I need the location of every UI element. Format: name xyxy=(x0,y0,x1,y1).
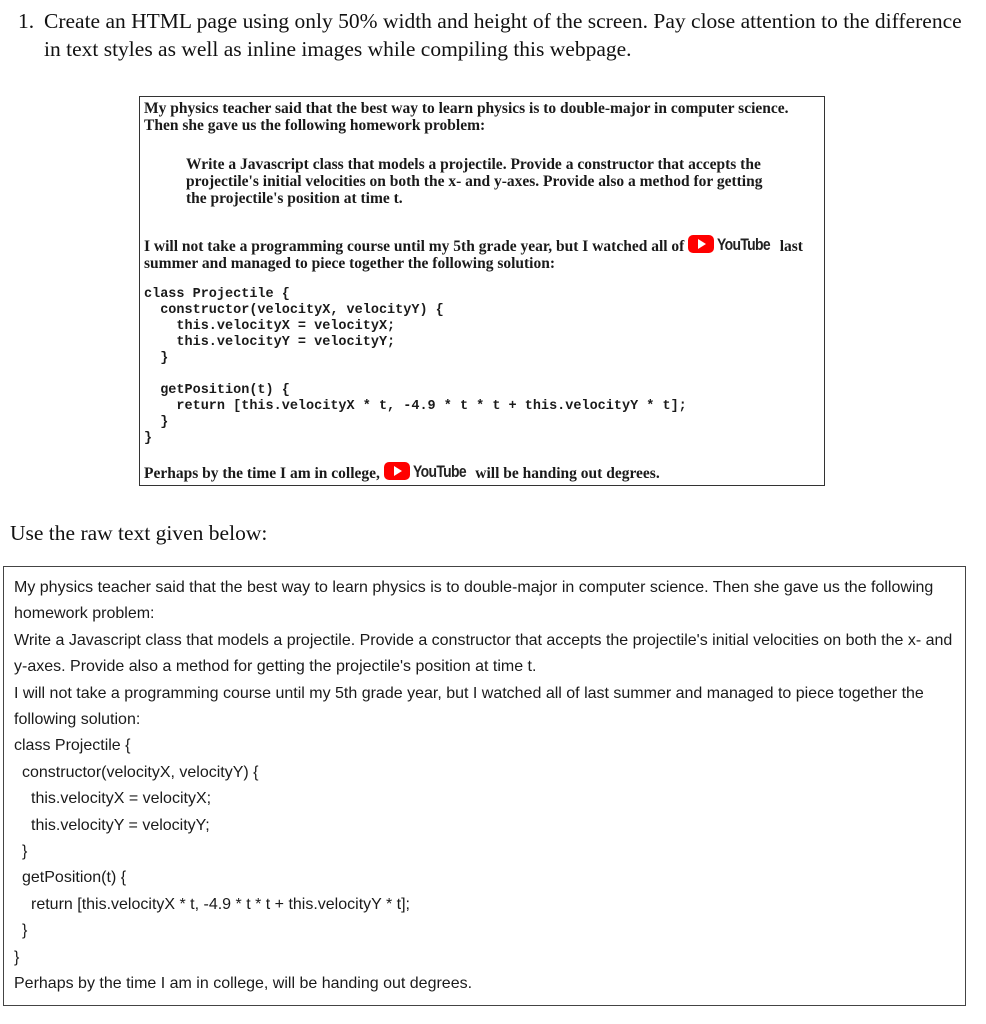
example-paragraph-1: My physics teacher said that the best way to learn physics is to double-major in computer science. Then she gave us the following homework problem: xyxy=(144,100,789,134)
raw-code-line: this.velocityY = velocityY; xyxy=(31,816,210,834)
raw-code-line: class Projectile { xyxy=(14,737,131,755)
youtube-logo xyxy=(384,462,472,480)
youtube-play-icon xyxy=(688,235,714,253)
rendered-example-box xyxy=(139,96,825,486)
example-p3-before: Perhaps by the time I am in college, xyxy=(144,465,380,482)
use-raw-label: Use the raw text given below: xyxy=(10,521,268,545)
example-p2-after: last summer and managed to piece together the following solution: xyxy=(144,238,803,272)
youtube-logo-text: YouTube xyxy=(717,234,771,254)
example-paragraph-3 xyxy=(144,462,820,482)
youtube-play-icon xyxy=(384,462,410,480)
raw-code-line: getPosition(t) { xyxy=(22,869,127,887)
raw-code-line: this.velocityX = velocityX; xyxy=(31,790,212,808)
question-number: 1. xyxy=(18,9,35,33)
example-paragraph-2 xyxy=(144,235,820,272)
example-p3-after: will be handing out degrees. xyxy=(475,465,660,482)
raw-code-line: } xyxy=(22,922,28,940)
example-code-block: class Projectile { constructor(velocityX, velocityY) { this.velocityX = velocityX; this.velocityY = velocityY; } getPosition(t) { return [this.velocityX * t, -4.9 * t * t + this.velocityY * t]; } } xyxy=(144,287,687,446)
raw-paragraph-2: Write a Javascript class that models a projectile. Provide a constructor that accepts the projectile's initial velocities on both the x- and y-axes. Provide also a method for getting the projectile's position at time t. xyxy=(14,631,953,676)
raw-paragraph-4: Perhaps by the time I am in college, will be handing out degrees. xyxy=(14,975,473,993)
raw-text-box xyxy=(3,566,966,1006)
example-p2-before: I will not take a programming course until my 5th grade year, but I watched all of xyxy=(144,238,685,255)
youtube-logo-text: YouTube xyxy=(412,461,466,481)
raw-paragraph-1: My physics teacher said that the best way to learn physics is to double-major in computer science. Then she gave us the following homework problem: xyxy=(14,579,934,623)
raw-code-line: } xyxy=(14,948,20,966)
raw-code-line: return [this.velocityX * t, -4.9 * t * t + this.velocityY * t]; xyxy=(31,895,410,913)
example-blockquote: Write a Javascript class that models a projectile. Provide a constructor that accepts the projectile's initial velocities on both the x- and y-axes. Provide also a method for getting the projectile's position at time t. xyxy=(186,156,763,207)
youtube-logo xyxy=(688,235,776,253)
question-text: Create an HTML page using only 50% width and height of the screen. Pay close attention to the difference in text styles as well as inline images while compiling this webpage. xyxy=(44,9,962,61)
raw-paragraph-3: I will not take a programming course until my 5th grade year, but I watched all of last summer and managed to piece together the following solution: xyxy=(14,684,924,729)
raw-code-line: } xyxy=(22,843,28,861)
raw-code-line: constructor(velocityX, velocityY) { xyxy=(22,763,259,781)
question xyxy=(18,7,968,63)
